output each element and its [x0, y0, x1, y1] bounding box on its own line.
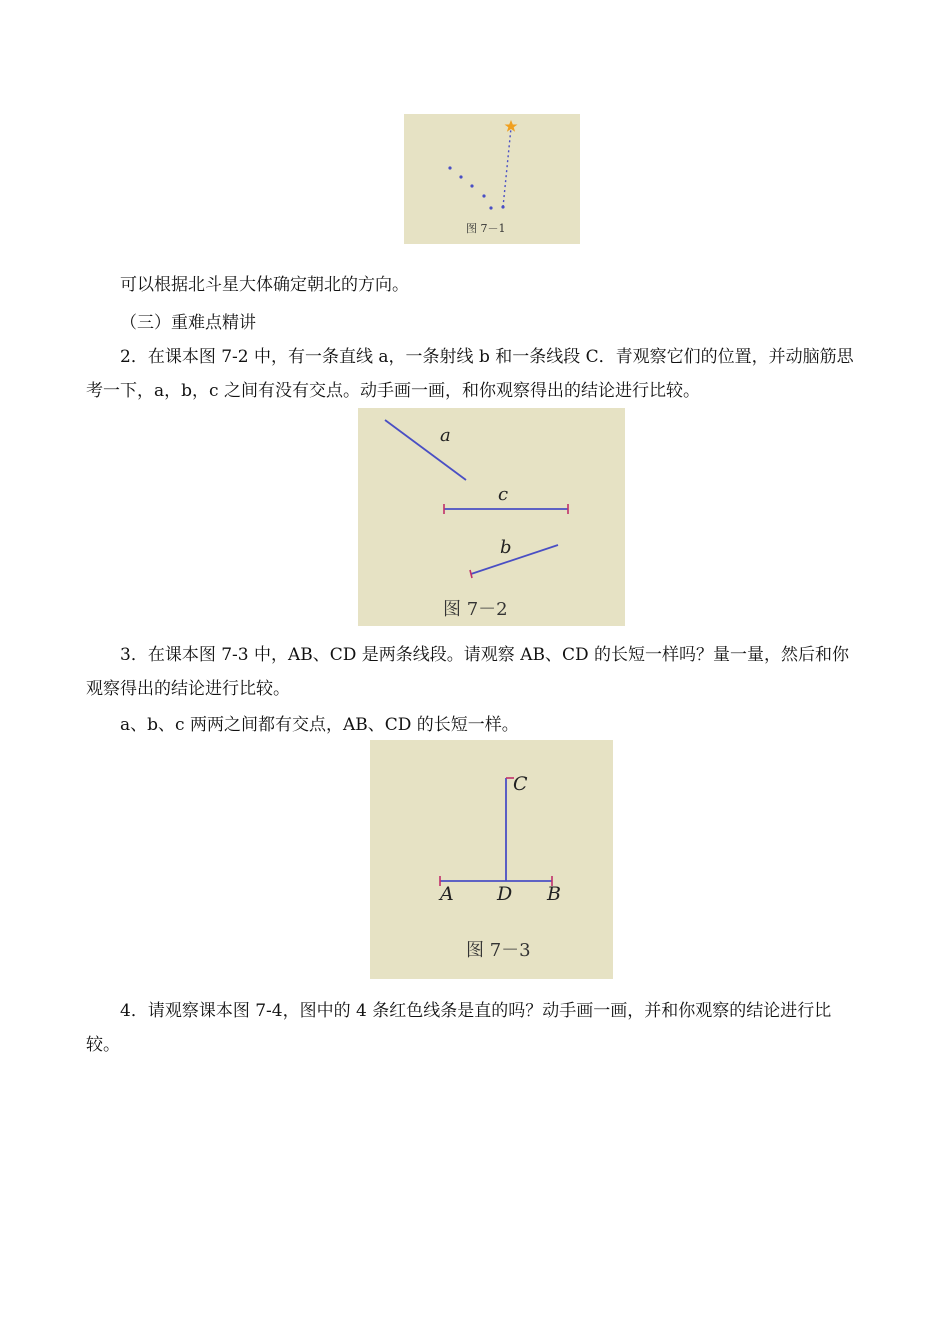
ray-b [471, 545, 558, 574]
big-dipper-stars [448, 166, 504, 209]
paragraph-north-direction: 可以根据北斗星大体确定朝北的方向。 [120, 275, 409, 295]
label-point-b: B [547, 883, 561, 905]
question-3: 3．在课本图 7-3 中，AB、CD 是两条线段。请观察 AB、CD 的长短一样吗？量一量，然后和你观察得出的结论进行比较。 [86, 645, 850, 699]
question-2: 2．在课本图 7-2 中，有一条直线 a，一条射线 b 和一条线段 C．青观察它们的位置，并动脑筋思考一下，a，b，c 之间有没有交点。动手画一画，和你观察得出的结论进行比较。 [86, 347, 854, 401]
figure-7-3-caption: 图 7－3 [466, 940, 531, 961]
label-point-c: C [513, 773, 528, 795]
figure-7-1-caption: 图 7－1 [466, 222, 506, 235]
answer-paragraph: a、b、c 两两之间都有交点，AB、CD 的长短一样。 [120, 715, 519, 735]
section-heading: （三）重难点精讲 [120, 313, 256, 333]
label-b: b [500, 537, 512, 558]
figure-7-1 [404, 114, 580, 244]
polaris-star-icon [505, 120, 518, 132]
label-point-a: A [440, 883, 454, 905]
figure-7-2 [358, 408, 625, 626]
label-point-d: D [497, 883, 513, 905]
figure-7-2-caption: 图 7－2 [443, 599, 508, 620]
figure-7-3 [370, 740, 613, 979]
figure-7-2-drawing [358, 408, 625, 626]
pointer-line [503, 128, 511, 207]
figure-7-3-drawing [370, 740, 613, 979]
label-a: a [440, 425, 451, 446]
ray-b-endpoint-tick [470, 570, 472, 578]
figure-7-1-drawing [404, 114, 580, 244]
question-4: 4．请观察课本图 7-4，图中的 4 条红色线条是直的吗？动手画一画，并和你观察的结论进行比较。 [86, 1001, 832, 1055]
label-c: c [498, 484, 509, 505]
line-a [385, 420, 466, 480]
